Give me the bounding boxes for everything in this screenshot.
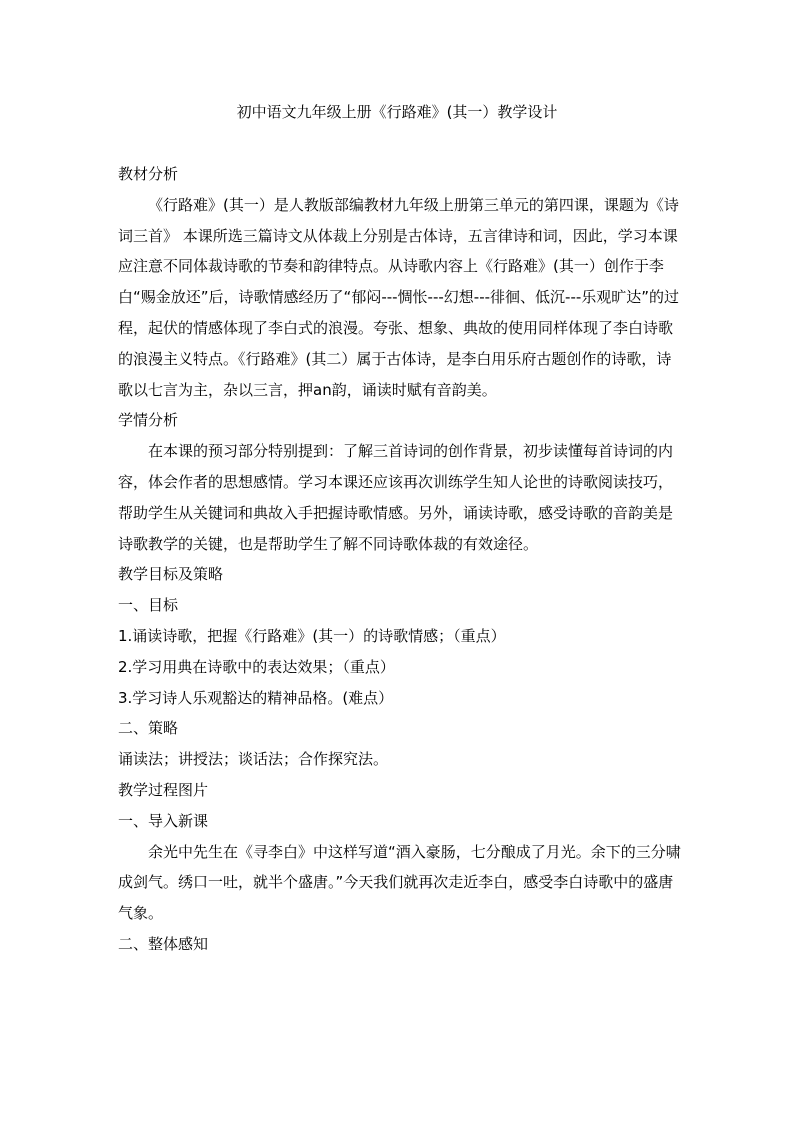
section-heading-goals-strategy: 教学目标及策略 [118,565,224,584]
subheading-overall-perception: 二、整体感知 [118,934,209,953]
goal-item-2: 2.学习用典在诗歌中的表达效果；（重点） [118,657,395,676]
goal-item-1: 1.诵读诗歌，把握《行路难》(其一）的诗歌情感；（重点） [118,626,506,645]
goal-item-3: 3.学习诗人乐观豁达的精神品格。(难点） [118,688,394,707]
introduction-paragraph: 余光中先生在《寻李白》中这样写道“酒入豪肠，七分酿成了月光。余下的三分啸成剑气。绣口一吐，就半个盛唐。”今天我们就再次走近李白，感受李白诗歌中的盛唐气象。 [118,842,681,923]
section-heading-student-analysis: 学情分析 [118,411,179,430]
subheading-introduction: 一、导入新课 [118,811,209,830]
document-body [118,159,684,960]
subheading-strategy: 二、策略 [118,719,179,738]
strategy-text: 诵读法；讲授法；谈话法；合作探究法。 [118,750,389,769]
section-heading-textbook-analysis: 教材分析 [118,165,179,183]
subheading-goals: 一、目标 [118,596,179,615]
textbook-analysis-paragraph: 《行路难》(其一）是人教版部编教材九年级上册第三单元的第四课，课题为《诗词三首》 本课所选三篇诗文从体裁上分别是古体诗，五言律诗和词，因此，学习本课应注意不同体裁诗歌的节奏和韵律特点。从诗歌内容上《行路难》(其一）创作于李白“赐金放还”后，诗歌情感经历了“郁闷---惆怅---幻想---徘徊、低沉---乐观旷达”的过程，起伏的情感体现了李白式的浪漫。夸张、想象、典故的使用同样体现了李白诗歌的浪漫主义特点。《行路难》(其二）属于古体诗，是李白用乐府古题创作的诗歌，诗歌以七言为主，杂以三言，押an韵，诵读时赋有音韵美。 [118,195,680,399]
student-analysis-paragraph: 在本课的预习部分特别提到：了解三首诗词的创作背景，初步读懂每首诗词的内容，体会作者的思想感情。学习本课还应该再次训练学生知人论世的诗歌阅读技巧，帮助学生从关键词和典故入手把握诗歌情感。另外，诵读诗歌，感受诗歌的音韵美是诗歌教学的关键，也是帮助学生了解不同诗歌体裁的有效途径。 [118,442,674,553]
document-title: 初中语文九年级上册《行路难》(其一）教学设计 [236,103,558,121]
section-heading-teaching-process: 教学过程图片 [118,780,209,799]
